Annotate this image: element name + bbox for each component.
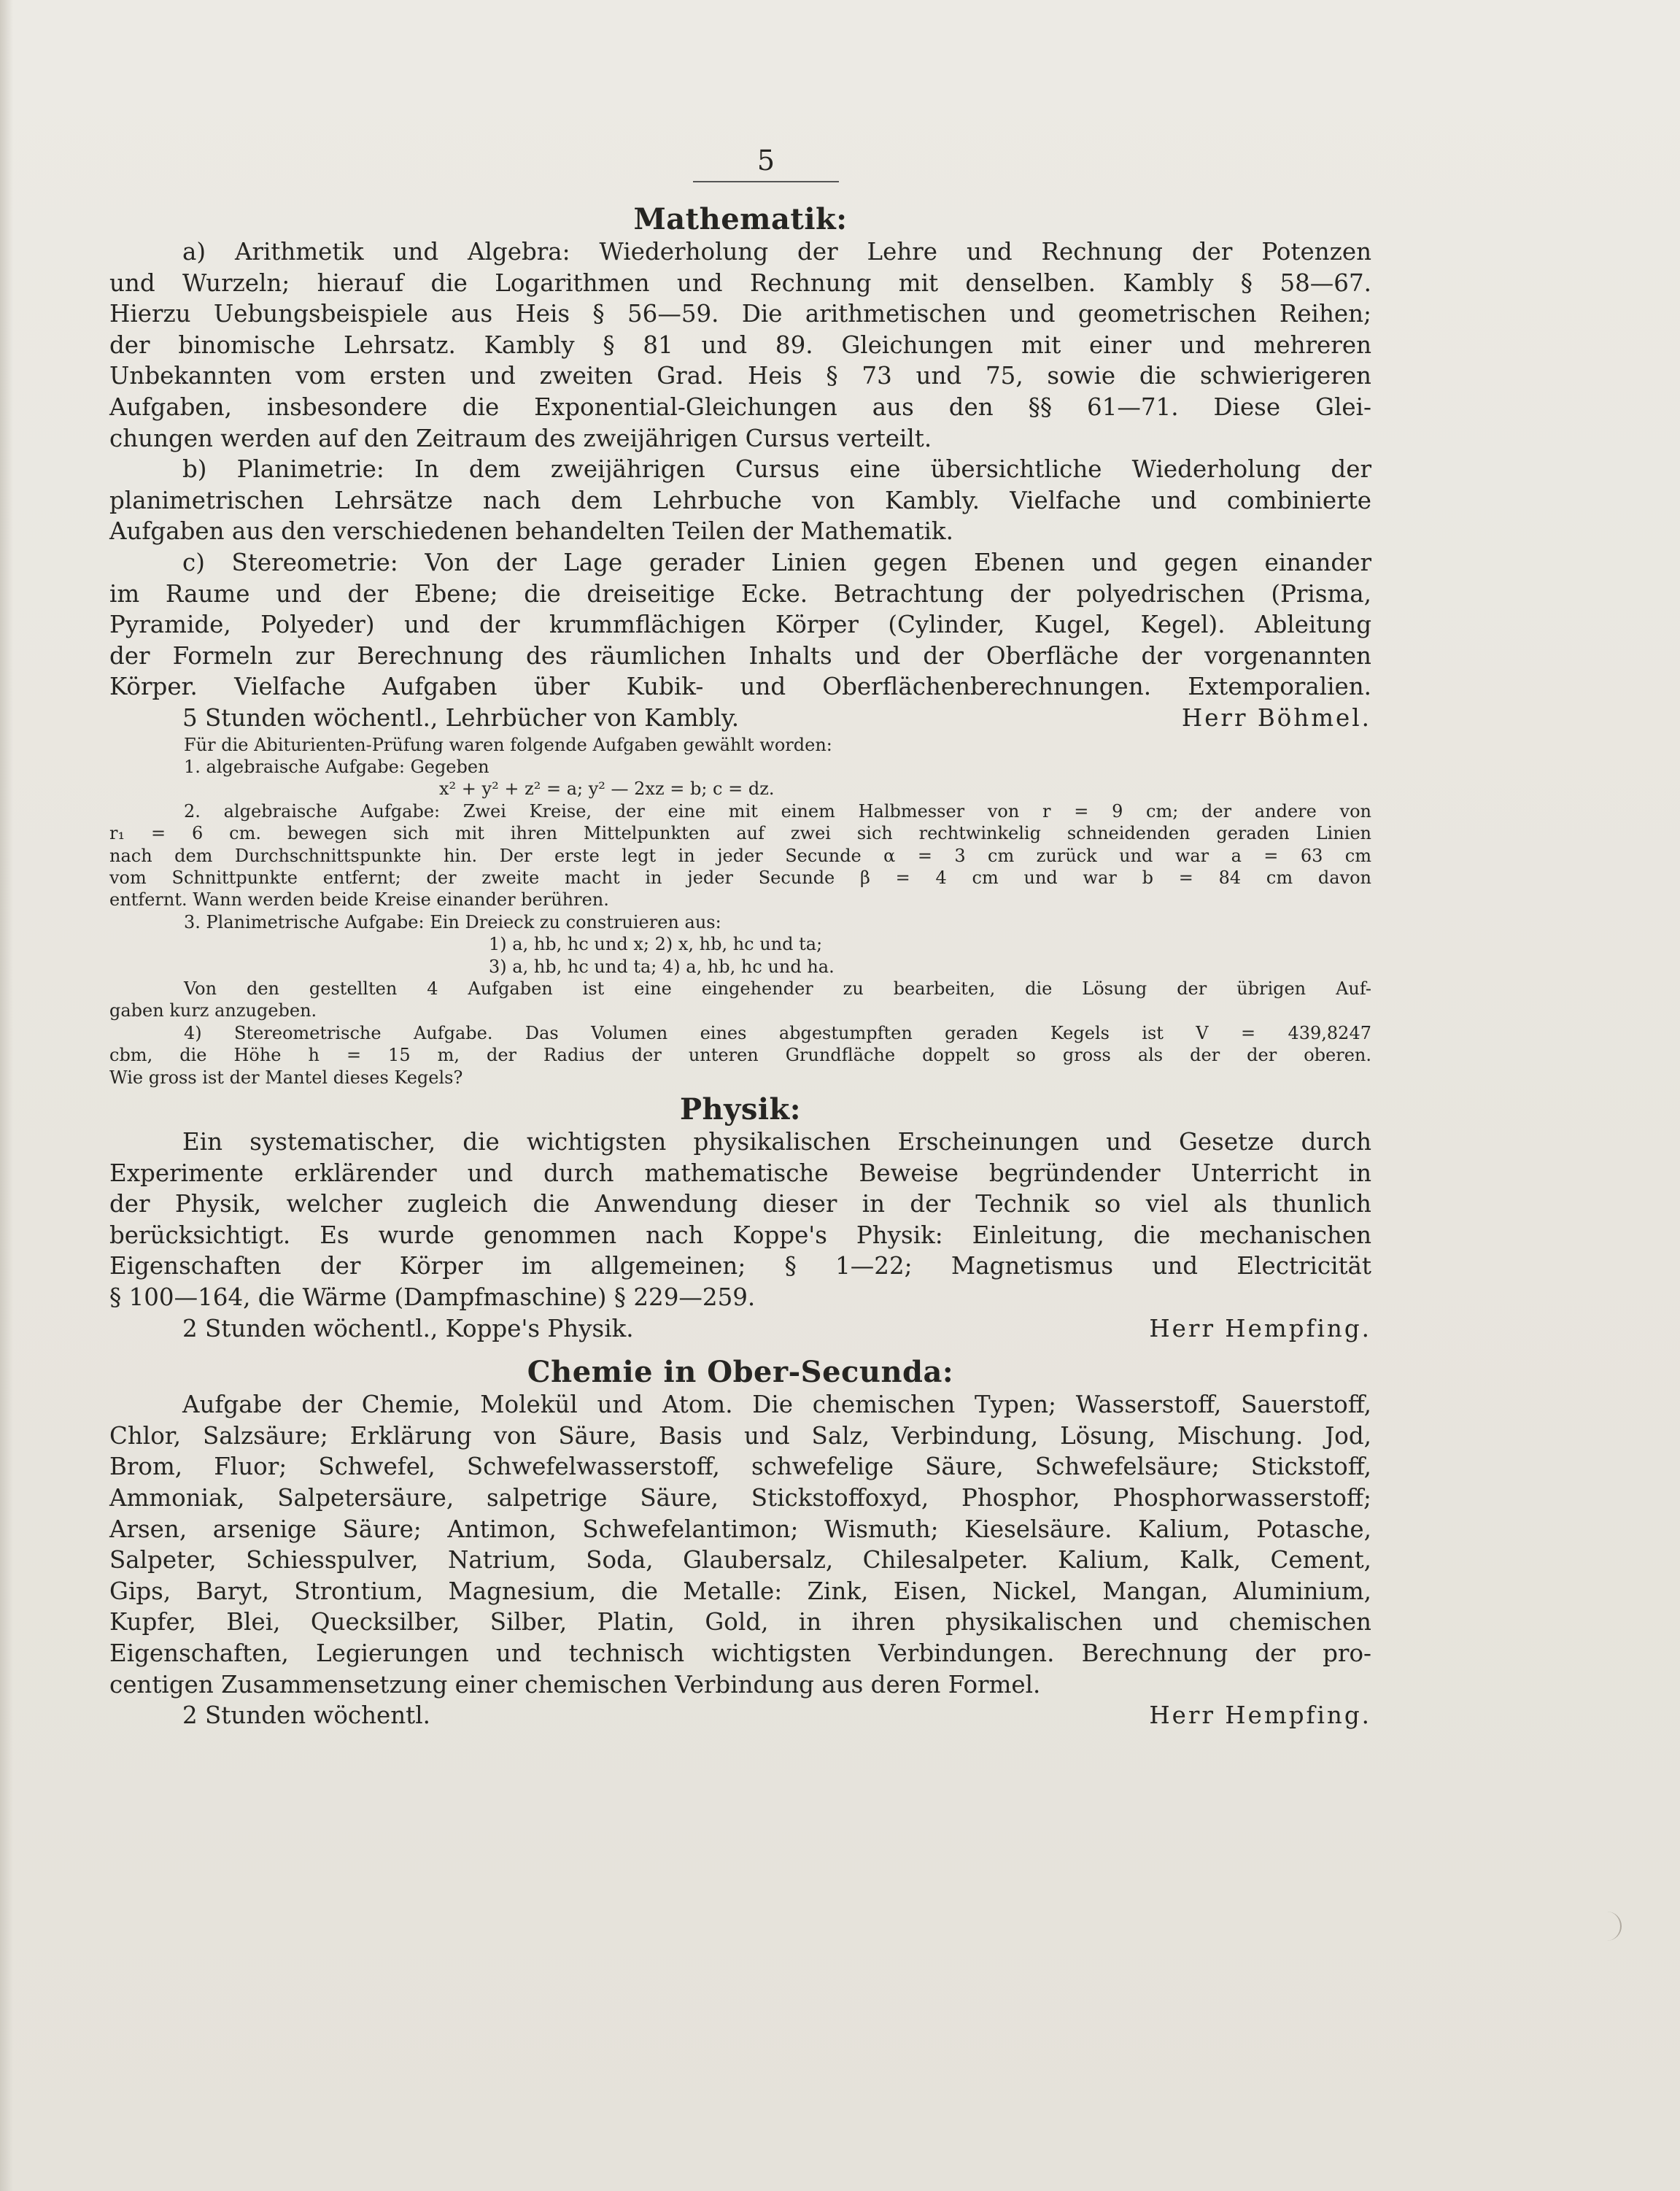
- text-line: der Physik, welcher zugleich die Anwendung dieser in der Technik so viel als thunlich: [109, 1190, 1371, 1218]
- math-paragraph-b: [109, 454, 1371, 547]
- text-line: gaben kurz anzugeben.: [109, 1000, 317, 1021]
- text-line: nach dem Durchschnittspunkte hin. Der erste legt in jeder Secunde α = 3 cm zurück und war a = 63 cm: [109, 845, 1371, 866]
- exam-intro: Für die Abiturienten-Prüfung waren folgende Aufgaben gewählt worden:: [184, 734, 832, 755]
- text-line: cbm, die Höhe h = 15 m, der Radius der unteren Grundfläche doppelt so gross als der der oberen.: [109, 1045, 1371, 1066]
- exam-tasks: [109, 734, 1371, 1089]
- physics-hours-row: [109, 1313, 1371, 1345]
- exam-task-3-option-2: 3) a, hb, hc und ta; 4) a, hb, hc und ha.: [489, 956, 835, 977]
- text-line: Pyramide, Polyeder) und der krummflächigen Körper (Cylinder, Kugel, Kegel). Ableitung: [109, 611, 1371, 639]
- text-line: Chlor, Salzsäure; Erklärung von Säure, Basis und Salz, Verbindung, Lösung, Mischung. Jod,: [109, 1421, 1371, 1450]
- text-line: Eigenschaften, Legierungen und technisch wichtigsten Verbindungen. Berechnung der pro-: [109, 1639, 1371, 1667]
- text-line: der Formeln zur Berechnung des räumlichen Inhalts und der Oberfläche der vorgenannten: [109, 641, 1371, 670]
- text-line: Kupfer, Blei, Quecksilber, Silber, Platin, Gold, in ihren physikalischen und chemischen: [109, 1608, 1371, 1637]
- text-line: Hierzu Uebungsbeispiele aus Heis § 56—59. Die arithmetischen und geometrischen Reihen;: [109, 300, 1371, 328]
- exam-task-3-option-1: 1) a, hb, hc und x; 2) x, hb, hc und ta;: [489, 934, 823, 955]
- text-line: Brom, Fluor; Schwefel, Schwefelwasserstoff, schwefelige Säure, Schwefelsäure; Stickstoff,: [109, 1453, 1371, 1481]
- page-number-rule: [693, 181, 839, 182]
- text-line: Unbekannten vom ersten und zweiten Grad. Heis § 73 und 75, sowie die schwierigeren: [109, 362, 1371, 390]
- text-line: berücksichtigt. Es wurde genommen nach Koppe's Physik: Einleitung, die mechanischen: [109, 1221, 1371, 1249]
- page-number: 5: [756, 144, 775, 177]
- physics-hours: 2 Stunden wöchentl., Koppe's Physik.: [182, 1314, 634, 1342]
- section-heading-mathematik: Mathematik:: [633, 202, 848, 236]
- chemistry-hours-row: [109, 1700, 1371, 1731]
- exam-task-1-formula: x² + y² + z² = a; y² — 2xz = b; c = dz.: [439, 778, 775, 800]
- text-line: Experimente erklärender und durch mathematische Beweise begründender Unterricht in: [109, 1159, 1371, 1187]
- physics-teacher: Herr Hempfing.: [1149, 1314, 1371, 1342]
- text-line: centigen Zusammensetzung einer chemischen Verbindung aus deren Formel.: [109, 1670, 1041, 1699]
- text-line: Aufgaben aus den verschiedenen behandelten Teilen der Mathematik.: [109, 517, 953, 546]
- text-line: Körper. Vielfache Aufgaben über Kubik- und Oberflächenberechnungen. Extemporalien.: [109, 673, 1371, 701]
- text-line: Wie gross ist der Mantel dieses Kegels?: [109, 1067, 463, 1088]
- text-line: Ein systematischer, die wichtigsten physikalischen Erscheinungen und Gesetze durch: [182, 1128, 1371, 1156]
- math-hours-row: [109, 703, 1371, 734]
- text-line: Von den gestellten 4 Aufgaben ist eine eingehender zu bearbeiten, die Lösung der übrigen Auf-: [184, 978, 1371, 999]
- chemistry-paragraph: [109, 1389, 1371, 1700]
- text-line: Ammoniak, Salpetersäure, salpetrige Säure, Stickstoffoxyd, Phosphor, Phosphorwasserstoff;: [109, 1483, 1371, 1512]
- text-line: Eigenschaften der Körper im allgemeinen; § 1—22; Magnetismus und Electricität: [109, 1252, 1371, 1280]
- text-line: vom Schnittpunkte entfernt; der zweite macht in jeder Secunde β = 4 cm und war b = 84 cm davon: [109, 867, 1371, 888]
- margin-pencil-mark: [1606, 1912, 1622, 1941]
- text-line: § 100—164, die Wärme (Dampfmaschine) § 229—259.: [109, 1283, 756, 1311]
- section-heading-chemie: Chemie in Ober-Secunda:: [527, 1355, 954, 1390]
- text-line: Aufgabe der Chemie, Molekül und Atom. Die chemischen Typen; Wasserstoff, Sauerstoff,: [182, 1391, 1371, 1419]
- physics-paragraph: [109, 1127, 1371, 1313]
- math-paragraph-a: [109, 236, 1371, 454]
- text-line: 2. algebraische Aufgabe: Zwei Kreise, der eine mit einem Halbmesser von r = 9 cm; der andere von: [184, 800, 1371, 822]
- text-line: r₁ = 6 cm. bewegen sich mit ihren Mittelpunkten auf zwei sich rechtwinkelig schneidenden geraden Linien: [109, 823, 1371, 844]
- chemistry-hours: 2 Stunden wöchentl.: [182, 1701, 430, 1730]
- text-line: Salpeter, Schiesspulver, Natrium, Soda, Glaubersalz, Chilesalpeter. Kalium, Kalk, Cement,: [109, 1546, 1371, 1574]
- page-edge-shadow: [0, 0, 13, 2191]
- text-line: und Wurzeln; hierauf die Logarithmen und Rechnung mit denselben. Kambly § 58—67.: [109, 268, 1371, 297]
- chemistry-teacher: Herr Hempfing.: [1149, 1701, 1371, 1730]
- text-line: Arsen, arsenige Säure; Antimon, Schwefelantimon; Wismuth; Kieselsäure. Kalium, Potasche,: [109, 1515, 1371, 1543]
- math-teacher: Herr Böhmel.: [1181, 703, 1371, 732]
- text-line: der binomische Lehrsatz. Kambly § 81 und 89. Gleichungen mit einer und mehreren: [109, 331, 1371, 359]
- text-line: 4) Stereometrische Aufgabe. Das Volumen eines abgestumpften geraden Kegels ist V = 439,8247: [184, 1022, 1371, 1043]
- text-line: a) Arithmetik und Algebra: Wiederholung der Lehre und Rechnung der Potenzen: [182, 238, 1371, 266]
- exam-task-1-label: 1. algebraische Aufgabe: Gegeben: [184, 756, 489, 777]
- section-heading-physik: Physik:: [679, 1092, 802, 1127]
- text-line: entfernt. Wann werden beide Kreise einander berühren.: [109, 889, 609, 911]
- exam-task-3-label: 3. Planimetrische Aufgabe: Ein Dreieck zu construieren aus:: [184, 911, 721, 932]
- text-line: im Raume und der Ebene; die dreiseitige Ecke. Betrachtung der polyedrischen (Prisma,: [109, 579, 1371, 608]
- math-hours: 5 Stunden wöchentl., Lehrbücher von Kambly.: [182, 703, 740, 732]
- text-line: planimetrischen Lehrsätze nach dem Lehrbuche von Kambly. Vielfache und combinierte: [109, 486, 1371, 514]
- text-line: chungen werden auf den Zeitraum des zweijährigen Cursus verteilt.: [109, 424, 932, 452]
- text-line: c) Stereometrie: Von der Lage gerader Linien gegen Ebenen und gegen einander: [182, 548, 1371, 576]
- text-line: Gips, Baryt, Strontium, Magnesium, die Metalle: Zink, Eisen, Nickel, Mangan, Aluminium,: [109, 1577, 1371, 1605]
- text-line: b) Planimetrie: In dem zweijährigen Cursus eine übersichtliche Wiederholung der: [182, 455, 1371, 484]
- text-line: Aufgaben, insbesondere die Exponential-Gleichungen aus den §§ 61—71. Diese Glei-: [109, 393, 1371, 421]
- text-area: [109, 146, 1371, 1731]
- math-paragraph-c: [109, 547, 1371, 703]
